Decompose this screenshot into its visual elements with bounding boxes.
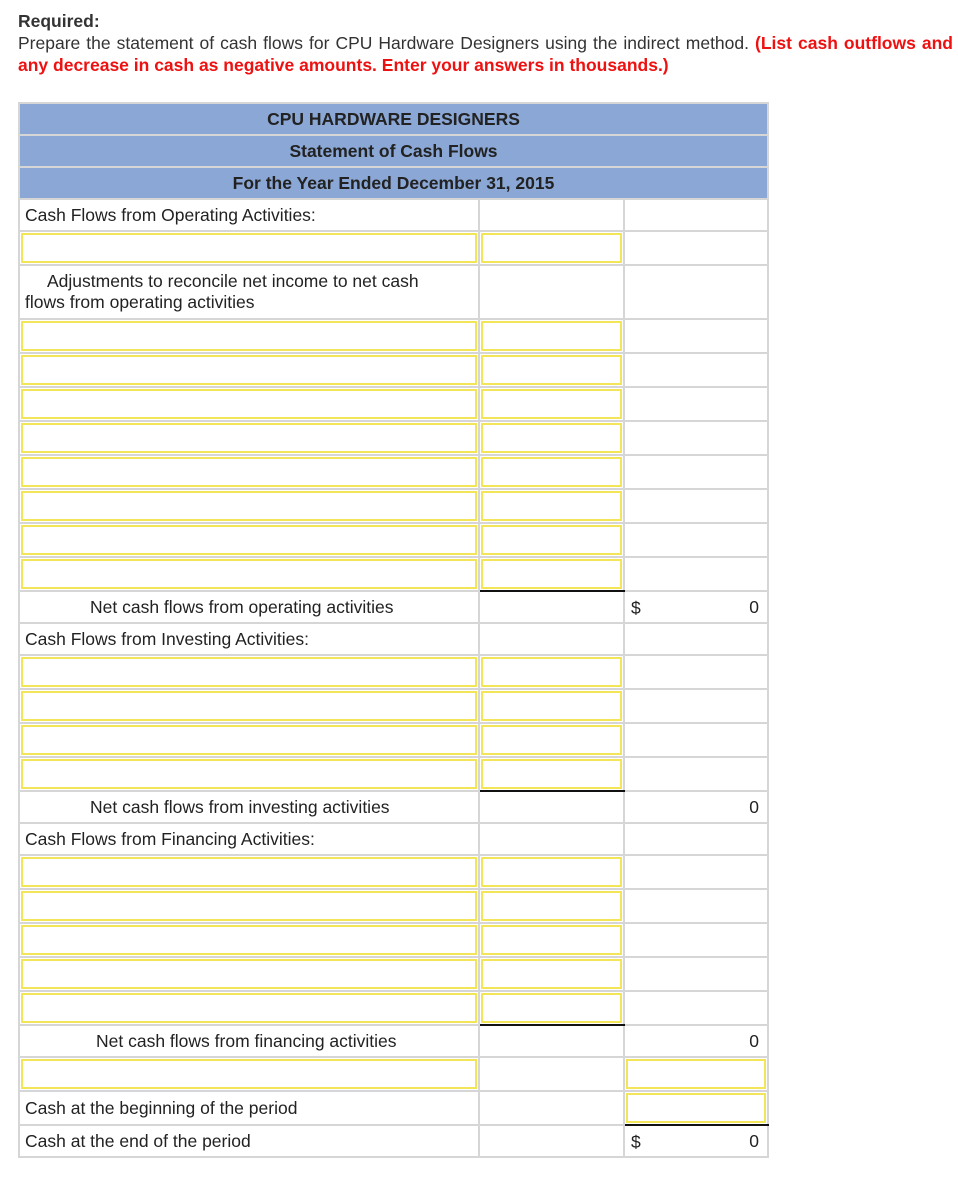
net-change-label-input[interactable] (21, 1059, 477, 1089)
adjustments-line-2: flows from operating activities (25, 292, 255, 312)
net-operating-label: Net cash flows from operating activities (19, 591, 479, 623)
ending-cash-value: 0 (749, 1130, 759, 1151)
investing-amount-input[interactable] (481, 657, 622, 687)
required-heading: Required: (18, 11, 100, 31)
instruction-main: Prepare the statement of cash flows for CPU Hardware Designers using the indirect method. (18, 33, 749, 53)
net-income-label-input[interactable] (21, 233, 477, 263)
net-income-amount-input[interactable] (481, 233, 622, 263)
instructions-block (18, 10, 953, 76)
operating-adjustment-label-input[interactable] (21, 321, 477, 351)
net-financing-label: Net cash flows from financing activities (19, 1025, 479, 1057)
operating-adjustment-amount-input[interactable] (481, 355, 622, 385)
net-investing-label: Net cash flows from investing activities (19, 791, 479, 823)
investing-label-input[interactable] (21, 657, 477, 687)
investing-label-input[interactable] (21, 691, 477, 721)
ending-cash-label: Cash at the end of the period (19, 1125, 479, 1157)
investing-heading: Cash Flows from Investing Activities: (19, 623, 479, 655)
operating-adjustment-label-input[interactable] (21, 355, 477, 385)
ending-cash-total (624, 1125, 768, 1157)
financing-amount-input[interactable] (481, 857, 622, 887)
operating-adjustment-label-input[interactable] (21, 423, 477, 453)
investing-amount-input[interactable] (481, 691, 622, 721)
operating-adjustment-label-input[interactable] (21, 457, 477, 487)
instruction-note: (List cash outflows and any decrease in cash as negative amounts. Enter your answers in thousands.) (18, 33, 953, 75)
financing-label-input[interactable] (21, 993, 477, 1023)
net-change-amount-input[interactable] (626, 1059, 766, 1089)
operating-heading: Cash Flows from Operating Activities: (19, 199, 479, 231)
net-financing-value: 0 (624, 1025, 768, 1057)
beginning-cash-label: Cash at the beginning of the period (19, 1091, 479, 1125)
operating-adjustment-amount-input[interactable] (481, 321, 622, 351)
instruction-text (18, 32, 953, 76)
statement-period: For the Year Ended December 31, 2015 (19, 167, 768, 199)
operating-adjustment-amount-input[interactable] (481, 559, 622, 589)
investing-label-input[interactable] (21, 725, 477, 755)
financing-amount-input[interactable] (481, 993, 622, 1023)
net-investing-value: 0 (624, 791, 768, 823)
financing-amount-input[interactable] (481, 925, 622, 955)
financing-heading: Cash Flows from Financing Activities: (19, 823, 479, 855)
investing-amount-input[interactable] (481, 725, 622, 755)
operating-adjustment-amount-input[interactable] (481, 491, 622, 521)
operating-adjustment-amount-input[interactable] (481, 457, 622, 487)
financing-amount-input[interactable] (481, 959, 622, 989)
operating-adjustment-label-input[interactable] (21, 491, 477, 521)
operating-adjustment-label-input[interactable] (21, 559, 477, 589)
adjustments-line-1: Adjustments to reconcile net income to net cash (47, 271, 419, 291)
operating-adjustment-amount-input[interactable] (481, 525, 622, 555)
operating-adjustment-label-input[interactable] (21, 525, 477, 555)
financing-label-input[interactable] (21, 925, 477, 955)
financing-label-input[interactable] (21, 857, 477, 887)
net-operating-total (624, 591, 768, 623)
currency-symbol: $ (631, 1132, 641, 1152)
investing-label-input[interactable] (21, 759, 477, 789)
operating-adjustment-amount-input[interactable] (481, 423, 622, 453)
beginning-cash-input[interactable] (626, 1093, 766, 1123)
company-name: CPU HARDWARE DESIGNERS (19, 103, 768, 135)
currency-symbol: $ (631, 598, 641, 618)
operating-adjustment-label-input[interactable] (21, 389, 477, 419)
financing-label-input[interactable] (21, 891, 477, 921)
statement-name: Statement of Cash Flows (19, 135, 768, 167)
operating-adjustment-amount-input[interactable] (481, 389, 622, 419)
cash-flow-statement-table (18, 102, 769, 1158)
financing-label-input[interactable] (21, 959, 477, 989)
investing-amount-input[interactable] (481, 759, 622, 789)
financing-amount-input[interactable] (481, 891, 622, 921)
adjustments-label (19, 265, 479, 319)
net-operating-value: 0 (749, 596, 759, 617)
